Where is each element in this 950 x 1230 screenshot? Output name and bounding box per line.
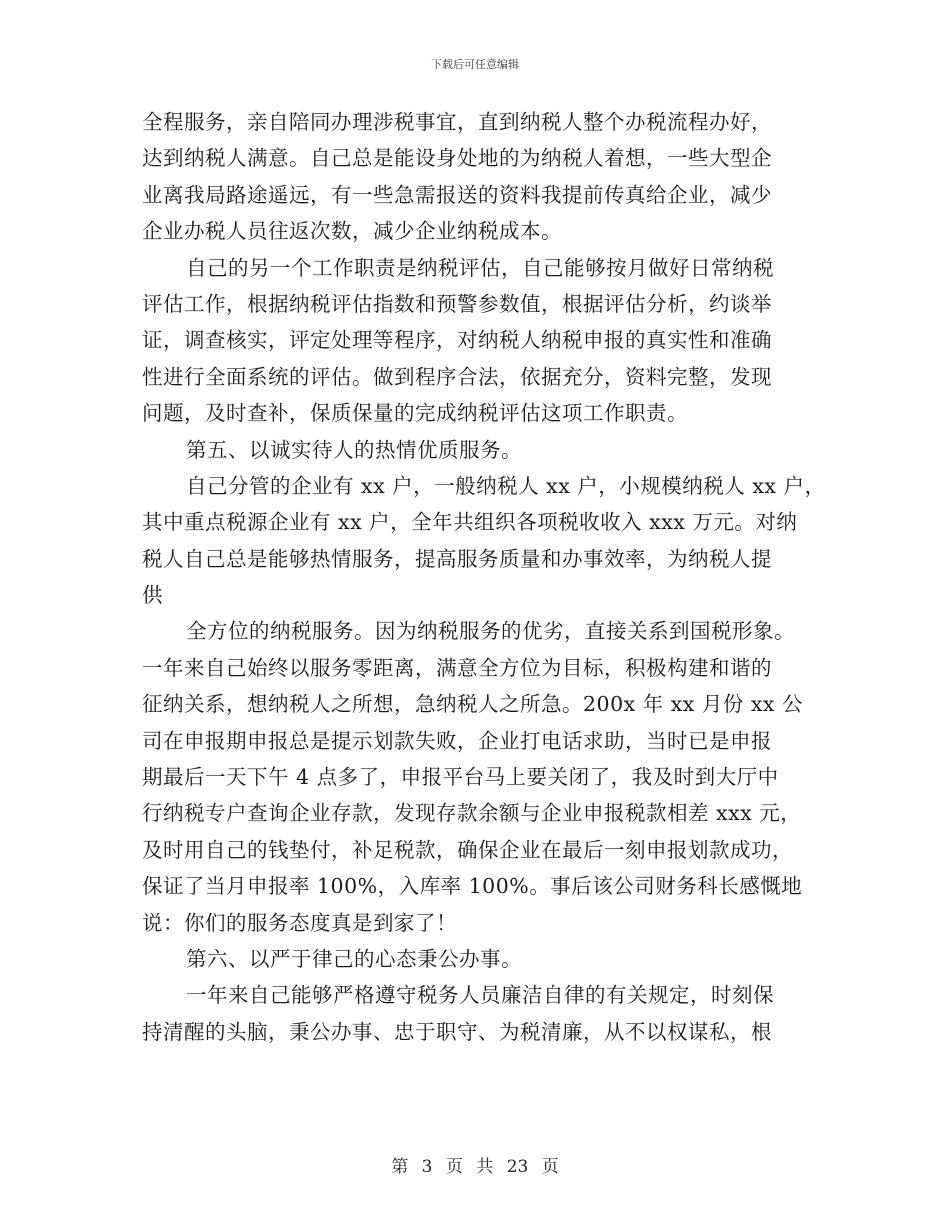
text-line: 问题，及时查补，保质保量的完成纳税评估这项工作职责。 [142,401,688,426]
text-line: 业离我局路途遥远，有一些急需报送的资料我提前传真给企业，减少 [142,182,772,207]
text-line: 第六、以严于律己的心态秉公办事。 [186,946,522,971]
text-line: 评估工作，根据纳税评估指数和预警参数值，根据评估分析，约谈举 [142,291,772,316]
page-number: 第 3 页 共 23 页 [391,1157,559,1177]
text-line: 征纳关系，想纳税人之所想，急纳税人之所急。200x 年 xx 月份 xx 公 [142,692,804,717]
document-body [142,104,826,1050]
text-line: 自己分管的企业有 xx 户，一般纳税人 xx 户，小规模纳税人 xx 户， [186,473,826,498]
text-line: 一年来自己能够严格遵守税务人员廉洁自律的有关规定，时刻保 [186,983,774,1008]
text-line: 性进行全面系统的评估。做到程序合法，依据充分，资料完整，发现 [142,364,772,389]
text-line: 说：你们的服务态度真是到家了！ [142,910,457,935]
text-line: 全程服务，亲自陪同办理涉税事宜，直到纳税人整个办税流程办好， [142,110,772,134]
text-line: 第五、以诚实待人的热情优质服务。 [186,437,522,462]
text-line: 供 [142,583,163,608]
text-line: 一年来自己始终以服务零距离，满意全方位为目标，积极构建和谐的 [142,655,772,680]
text-line: 达到纳税人满意。自己总是能设身处地的为纳税人着想，一些大型企 [142,146,772,171]
text-line: 保证了当月申报率 100%，入库率 100%。事后该公司财务科长感慨地 [142,874,803,899]
text-line: 企业办税人员往返次数，减少企业纳税成本。 [142,219,562,244]
text-line: 持清醒的头脑，秉公办事、忠于职守、为税清廉，从不以权谋私，根 [142,1019,772,1044]
text-line: 行纳税专户查询企业存款，发现存款余额与企业申报税款相差 xxx 元， [142,801,802,826]
text-line: 期最后一天下午 4 点多了，申报平台马上要关闭了，我及时到大厅中 [142,765,779,790]
page-header-note: 下载后可任意编辑 [431,58,519,71]
text-line: 税人自己总是能够热情服务，提高服务质量和办事效率，为纳税人提 [142,546,772,571]
text-line: 证，调查核实，评定处理等程序，对纳税人纳税申报的真实性和准确 [142,328,772,353]
text-line: 全方位的纳税服务。因为纳税服务的优劣，直接关系到国税形象。 [186,619,795,644]
text-line: 及时用自己的钱垫付，补足税款，确保企业在最后一刻申报划款成功， [142,837,793,862]
text-line: 司在申报期申报总是提示划款失败，企业打电话求助，当时已是申报 [142,728,772,753]
text-line: 其中重点税源企业有 xx 户，全年共组织各项税收收入 xxx 万元。对纳 [142,510,798,535]
text-line: 自己的另一个工作职责是纳税评估，自己能够按月做好日常纳税 [186,255,774,280]
